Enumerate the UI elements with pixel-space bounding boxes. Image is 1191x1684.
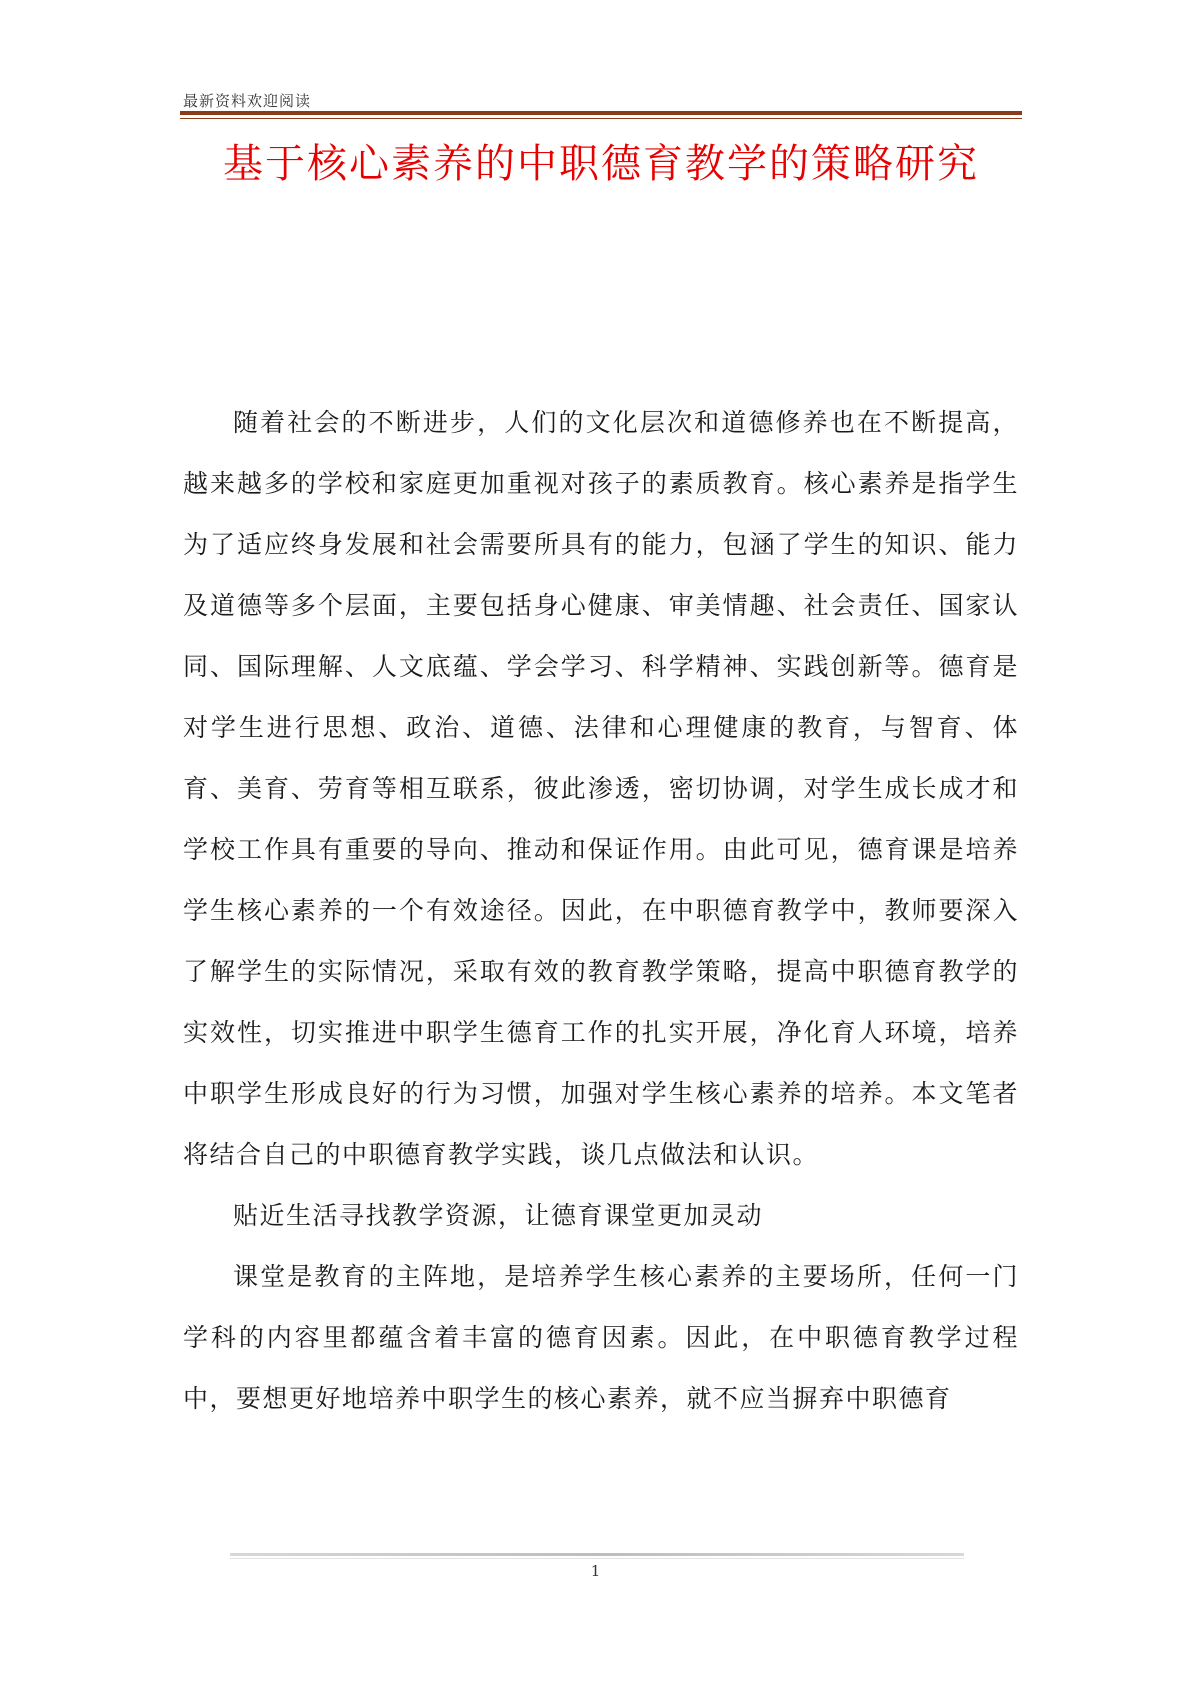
- footer-rule: [230, 1553, 964, 1556]
- page-number: 1: [590, 1562, 601, 1580]
- header-label: 最新资料欢迎阅读: [183, 92, 312, 110]
- header-rule-thick: [180, 111, 1022, 115]
- header-rule-thin: [180, 118, 1022, 119]
- paragraph-classroom: 课堂是教育的主阵地，是培养学生核心素养的主要场所，任何一门学科的内容里都蕴含着丰富的德育因素。因此，在中职德育教学过程中，要想更好地培养中职学生的核心素养，就不应当摒弃中职德育: [183, 1262, 1019, 1413]
- document-title: 基于核心素养的中职德育教学的策略研究: [223, 141, 979, 187]
- footer-rule-thin: [230, 1558, 964, 1559]
- paragraph-intro: 随着社会的不断进步，人们的文化层次和道德修养也在不断提高，越来越多的学校和家庭更加重视对孩子的素质教育。核心素养是指学生为了适应终身发展和社会需要所具有的能力，包涵了学生的知识、能力及道德等多个层面，主要包括身心健康、审美情趣、社会责任、国家认同、国际理解、人文底蕴、学会学习、科学精神、实践创新等。德育是对学生进行思想、政治、道德、法律和心理健康的教育，与智育、体育、美育、劳育等相互联系，彼此渗透，密切协调，对学生成长成才和学校工作具有重要的导向、推动和保证作用。由此可见，德育课是培养学生核心素养的一个有效途径。因此，在中职德育教学中，教师要深入了解学生的实际情况，采取有效的教育教学策略，提高中职德育教学的实效性，切实推进中职学生德育工作的扎实开展，净化育人环境，培养中职学生形成良好的行为习惯，加强对学生核心素养的培养。本文笔者将结合自己的中职德育教学实践，谈几点做法和认识。: [183, 408, 1019, 1169]
- body-text: [183, 392, 1019, 1429]
- section-heading: 贴近生活寻找教学资源，让德育课堂更加灵动: [233, 1201, 764, 1230]
